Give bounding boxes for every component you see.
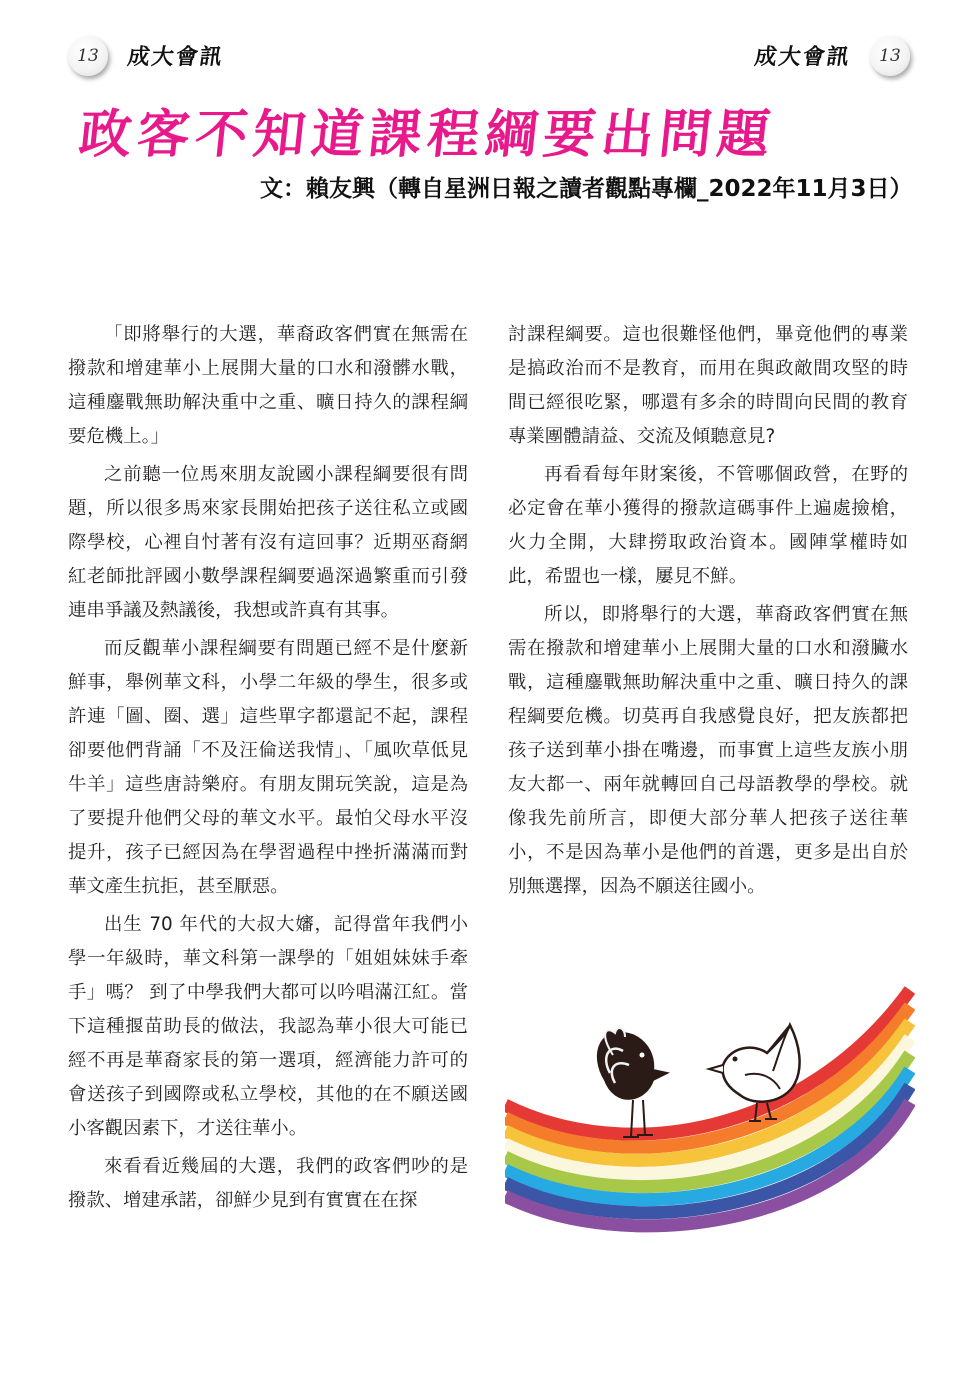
page-number-left: 13 (68, 36, 108, 76)
paragraph: 之前聽一位馬來朋友說國小課程綱要很有問題，所以很多馬來家長開始把孩子送往私立或國際學校，心裡自忖著有沒有這回事？近期巫裔網紅老師批評國小數學課程綱要過深過繁重而引發連串爭議及熱議後，我想或許真有其事。 (68, 464, 468, 621)
brand-logo-right: 成大會訊 (752, 44, 853, 70)
paragraph: 「即將舉行的大選，華裔政客們實在無需在撥款和增建華小上展開大量的口水和潑髒水戰，這種鏖戰無助解決重中之重、曠日持久的課程綱要危機上。」 (68, 324, 468, 447)
article-byline: 文：賴友興（轉自星洲日報之讀者觀點專欄_2022年11月3日） (260, 176, 913, 202)
brand-logo-left: 成大會訊 (125, 44, 226, 70)
paragraph: 出生 70 年代的大叔大嬸，記得當年我們小學一年級時，華文科第一課學的「姐姐妹妹手牽手」嗎？ 到了中學我們大都可以吟唱滿江紅。當下這種揠苗助長的做法，我認為華小很大可能已經不再是華裔家長的第一選項，經濟能力許可的會送孩子到國際或私立學校，其他的在不願送國小客觀因素下，才送往華小。 (68, 914, 468, 1139)
page-number-right: 13 (870, 36, 910, 76)
paragraph: 來看看近幾屆的大選，我們的政客們吵的是撥款、增建承諾，卻鮮少見到有實實在在探 (68, 1156, 468, 1211)
rainbow-birds-illustration (505, 985, 915, 1250)
article-title: 政客不知道課程綱要出問題 (76, 104, 779, 165)
dark-bird-icon (598, 1028, 667, 1137)
article-column-right (508, 318, 908, 908)
paragraph-continued: 討課程綱要。這也很難怪他們，畢竟他們的專業是搞政治而不是教育，而用在與政敵間攻堅的時間已經很吃緊，哪還有多余的時間向民間的教育專業團體請益、交流及傾聽意見? (508, 324, 908, 447)
paragraph: 再看看每年財案後，不管哪個政營，在野的必定會在華小獲得的撥款這碼事件上遍處撿槍，火力全開，大肆撈取政治資本。國陣掌權時如此，希盟也一樣，屢見不鮮。 (508, 464, 908, 587)
rainbow-arc (505, 990, 910, 1226)
paragraph: 所以，即將舉行的大選，華裔政客們實在無需在撥款和增建華小上展開大量的口水和潑臟水戰，這種鏖戰無助解決重中之重、曠日持久的課程綱要危機。切莫再自我感覺良好，把友族都把孩子送到華小掛在嘴邊，而事實上這些友族小朋友大都一、兩年就轉回自己母語教學的學校。就像我先前所言，即便大部分華人把孩子送往華小，不是因為華小是他們的首選，更多是出自於別無選擇，因為不願送往國小。 (508, 604, 908, 897)
paragraph: 而反觀華小課程綱要有問題已經不是什麼新鮮事，舉例華文科，小學二年級的學生，很多或許連「圖、圈、選」這些單字都還記不起，課程卻要他們背誦「不及汪倫送我情」、「風吹草低見牛羊」這些唐詩樂府。有朋友開玩笑說，這是為了要提升他們父母的華文水平。最怕父母水平沒提升，孩子已經因為在學習過程中挫折滿滿而對華文產生抗拒，甚至厭惡。 (68, 638, 468, 897)
article-column-left (68, 318, 468, 1222)
